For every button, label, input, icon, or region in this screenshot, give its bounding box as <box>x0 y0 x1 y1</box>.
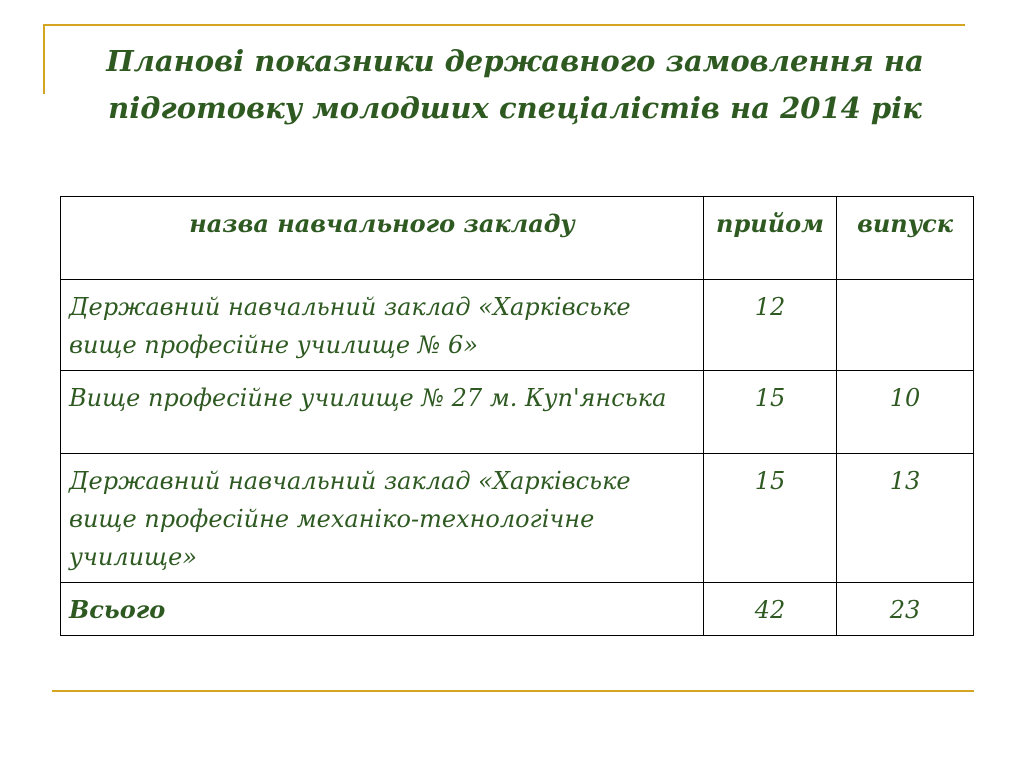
table-row <box>61 280 974 371</box>
total-label: Всього <box>61 583 704 636</box>
top-accent-line <box>43 24 965 26</box>
graduation-value: 13 <box>837 454 974 583</box>
slide-title: Планові показники державного замовлення на підготовку молодших спеціалістів на 2014 рік <box>106 44 924 125</box>
institution-name: Державний навчальний заклад «Харківське вище професійне механіко-технологічне училище» <box>61 454 704 583</box>
header-graduation: випуск <box>837 197 974 280</box>
header-institution-name: назва навчального закладу <box>61 197 704 280</box>
table-row <box>61 454 974 583</box>
table-row <box>61 371 974 454</box>
state-order-table <box>60 196 974 636</box>
total-graduation: 23 <box>837 583 974 636</box>
header-intake: прийом <box>704 197 837 280</box>
left-accent-line <box>43 24 45 94</box>
table-total-row <box>61 583 974 636</box>
table-header-row <box>61 197 974 280</box>
intake-value: 12 <box>704 280 837 371</box>
institution-name: Державний навчальний заклад «Харківське вище професійне училище № 6» <box>61 280 704 371</box>
bottom-accent-line <box>52 690 974 692</box>
institution-name: Вище професійне училище № 27 м. Куп'янська <box>61 371 704 454</box>
total-intake: 42 <box>704 583 837 636</box>
intake-value: 15 <box>704 454 837 583</box>
graduation-value: 10 <box>837 371 974 454</box>
graduation-value <box>837 280 974 371</box>
intake-value: 15 <box>704 371 837 454</box>
